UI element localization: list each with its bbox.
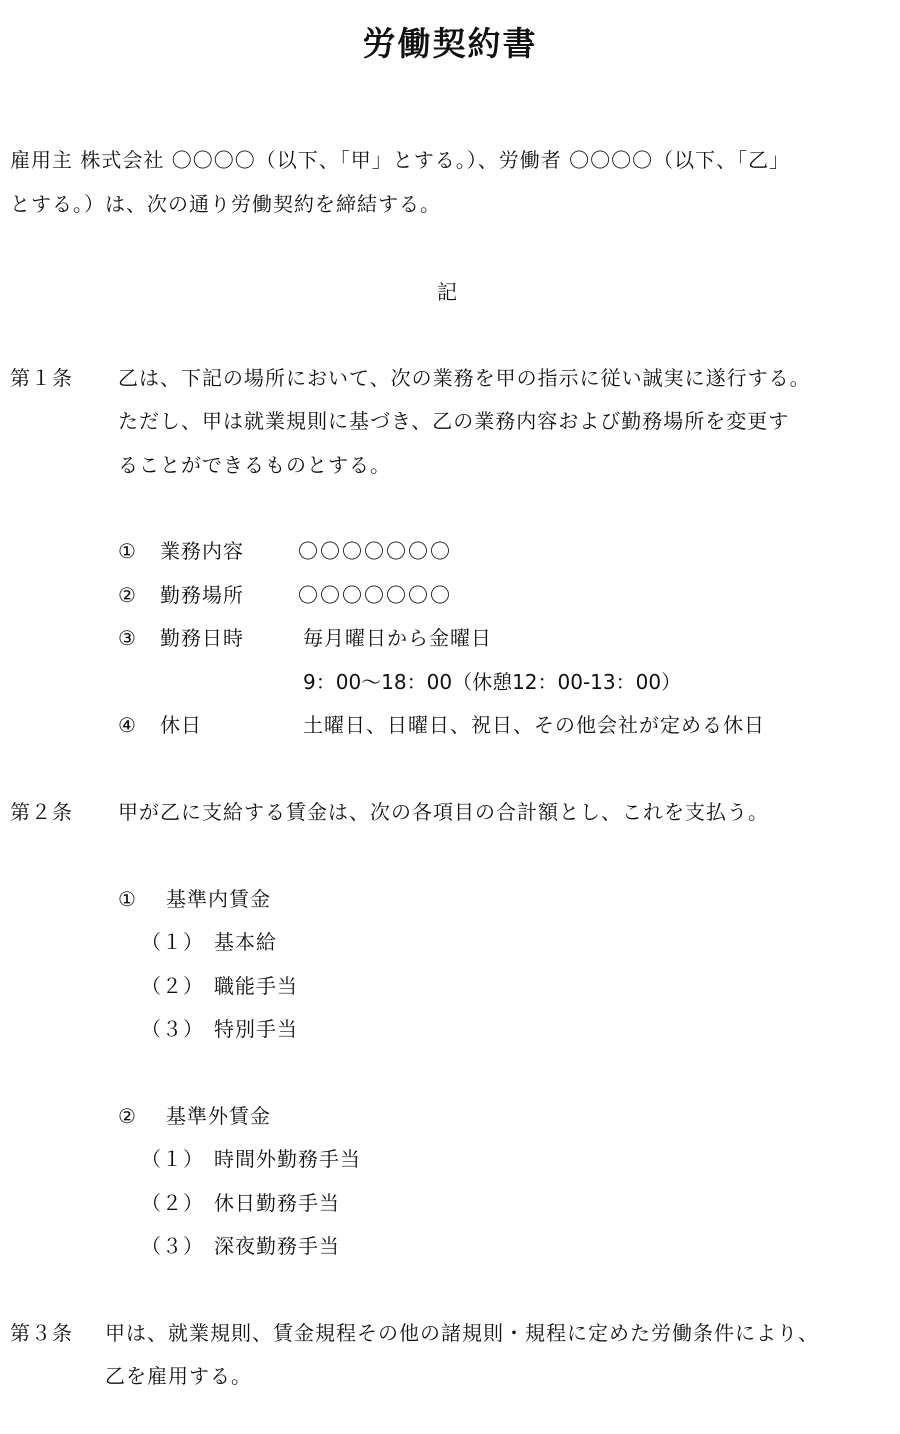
wage-group-2-item-3-num: （３） [141,1234,204,1258]
item-2-value: 〇〇〇〇〇〇〇 [298,583,452,607]
intro-line-1: 雇用主 株式会社 〇〇〇〇（以下、「甲」とする。）、労働者 〇〇〇〇（以下、「乙」 [10,148,791,172]
intro-line-2: とする。）は、次の通り労働契約を締結する。 [10,192,441,216]
article-2-label: 第２条 [10,800,73,824]
article-1-line-1: 乙は、下記の場所において、次の業務を甲の指示に従い誠実に遂行する。 [118,366,811,390]
article-3-label: 第３条 [10,1321,73,1345]
wage-group-2-item-2-label: 休日勤務手当 [214,1191,340,1215]
wage-group-1-title: 基準内賃金 [166,887,271,911]
wage-group-1-item-3-num: （３） [141,1017,204,1041]
wage-group-2-item-1-num: （１） [141,1147,204,1171]
wage-group-1-item-1-num: （１） [141,930,204,954]
article-2-text: 甲が乙に支給する賃金は、次の各項目の合計額とし、これを支払う。 [118,800,769,824]
item-4-num: ④ [118,713,137,737]
ki-heading: 記 [437,280,458,304]
article-3-line-2: 乙を雇用する。 [105,1364,252,1388]
article-1-line-3: ることができるものとする。 [118,453,391,477]
item-3-value: 毎月曜日から金曜日 [303,626,492,650]
item-3-num: ③ [118,626,137,650]
wage-group-1-item-1-label: 基本給 [214,930,277,954]
item-3-value-2: 9：00〜18：00（休憩12：00-13：00） [303,670,682,694]
wage-group-2-item-1-label: 時間外勤務手当 [214,1147,361,1171]
article-1-line-2: ただし、甲は就業規則に基づき、乙の業務内容および勤務場所を変更す [118,409,790,433]
wage-group-2-num: ② [118,1104,137,1128]
item-1-num: ① [118,539,137,563]
document-title: 労働契約書 [362,24,538,63]
wage-group-1-item-3-label: 特別手当 [214,1017,298,1041]
item-4-value: 土曜日、日曜日、祝日、その他会社が定める休日 [303,713,765,737]
wage-group-1-item-2-num: （２） [141,974,204,998]
item-2-label: 勤務場所 [160,583,244,607]
item-4-label: 休日 [160,713,202,737]
item-3-label: 勤務日時 [160,626,244,650]
wage-group-2-item-3-label: 深夜勤務手当 [214,1234,340,1258]
article-1-label: 第１条 [10,366,73,390]
article-3-line-1: 甲は、就業規則、賃金規程その他の諸規則・規程に定めた労働条件により、 [105,1321,819,1345]
item-1-label: 業務内容 [160,539,244,563]
item-2-num: ② [118,583,137,607]
item-1-value: 〇〇〇〇〇〇〇 [298,539,452,563]
wage-group-1-num: ① [118,887,137,911]
wage-group-2-title: 基準外賃金 [166,1104,271,1128]
wage-group-1-item-2-label: 職能手当 [214,974,298,998]
wage-group-2-item-2-num: （２） [141,1191,204,1215]
